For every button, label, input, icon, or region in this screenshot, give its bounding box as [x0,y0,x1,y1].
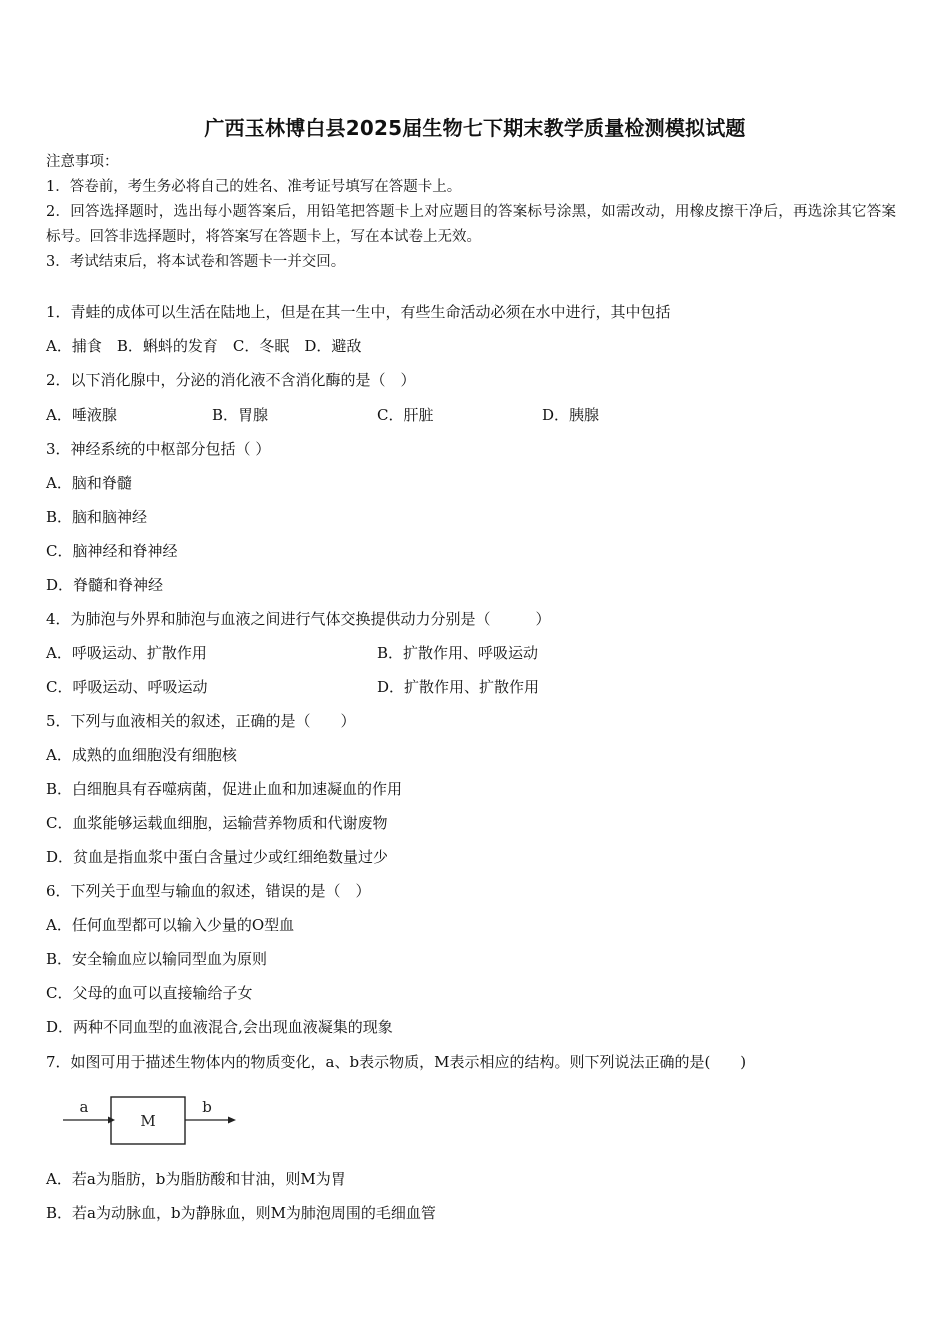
notice-section [46,150,896,275]
question-2-option-d: D．胰腺 [542,406,600,424]
question-7-option-a: A．若a为脂肪，b为脂肪酸和甘油，则M为胃 [46,1170,346,1188]
question-3-option-d: D．脊髓和脊神经 [46,576,164,594]
output-arrow-head [228,1117,236,1124]
question-3-stem: 3．神经系统的中枢部分包括（ ） [46,440,271,458]
question-4-option-a: A．呼吸运动、扩散作用 [46,644,207,662]
question-4-option-c: C．呼吸运动、呼吸运动 [46,678,208,696]
question-2-option-a: A．唾液腺 [46,406,117,424]
question-1-options: A．捕食 B．蝌蚪的发育 C．冬眠 D．避敌 [46,337,362,355]
question-3-option-c: C．脑神经和脊神经 [46,542,178,560]
question-5-option-a: A．成熟的血细胞没有细胞核 [46,746,237,764]
question-2-option-b: B．胃腺 [212,406,269,424]
page-title: 广西玉林博白县2025届生物七下期末教学质量检测模拟试题 [204,116,746,140]
question-7-option-b: B．若a为动脉血，b为静脉血，则M为肺泡周围的毛细血管 [46,1204,436,1222]
diagram-box-label: M [140,1112,156,1130]
question-6-option-b: B．安全输血应以输同型血为原则 [46,950,268,968]
question-6-stem: 6．下列关于血型与输血的叙述，错误的是（ ） [46,882,371,900]
question-3-option-b: B．脑和脑神经 [46,508,148,526]
notice-item: 1．答卷前，考生务必将自己的姓名、准考证号填写在答题卡上。 [46,179,462,195]
question-6-option-d: D．两种不同血型的血液混合,会出现血液凝集的现象 [46,1018,393,1036]
notice-heading: 注意事项： [46,154,119,170]
question-2-option-c: C．肝脏 [377,406,434,424]
question-2-stem: 2．以下消化腺中，分泌的消化液不含消化酶的是（ ） [46,371,416,389]
notice-item: 2．回答选择题时，选出每小题答案后，用铅笔把答题卡上对应题目的答案标号涂黑，如需改动，用橡皮擦干净后，再选涂其它答案标号。回答非选择题时，将答案写在答题卡上，写在本试卷上无效。 [46,204,896,245]
question-1-stem: 1．青蛙的成体可以生活在陆地上，但是在其一生中，有些生命活动必须在水中进行，其中包括 [46,303,671,321]
diagram-input-label: a [79,1098,89,1116]
question-5-option-b: B．白细胞具有吞噬病菌，促进止血和加速凝血的作用 [46,780,403,798]
question-4-stem: 4．为肺泡与外界和肺泡与血液之间进行气体交换提供动力分别是（ ） [46,610,551,628]
question-4-option-d: D．扩散作用、扩散作用 [377,678,540,696]
diagram-output-label: b [202,1098,212,1116]
question-3-option-a: A．脑和脊髓 [46,474,132,492]
question-5-option-c: C．血浆能够运载血细胞，运输营养物质和代谢废物 [46,814,388,832]
question-6-option-c: C．父母的血可以直接输给子女 [46,984,253,1002]
question-5-stem: 5．下列与血液相关的叙述，正确的是（ ） [46,712,356,730]
notice-item: 3．考试结束后，将本试卷和答题卡一并交回。 [46,254,346,270]
question-6-option-a: A．任何血型都可以输入少量的O型血 [46,916,295,934]
question-7-stem: 7．如图可用于描述生物体内的物质变化，a、b表示物质，M表示相应的结构。则下列说法正确的是( ) [46,1053,747,1071]
question-4-option-b: B．扩散作用、呼吸运动 [377,644,539,662]
process-diagram [60,1090,250,1150]
question-5-option-d: D．贫血是指血浆中蛋白含量过少或红细绝数量过少 [46,848,389,866]
